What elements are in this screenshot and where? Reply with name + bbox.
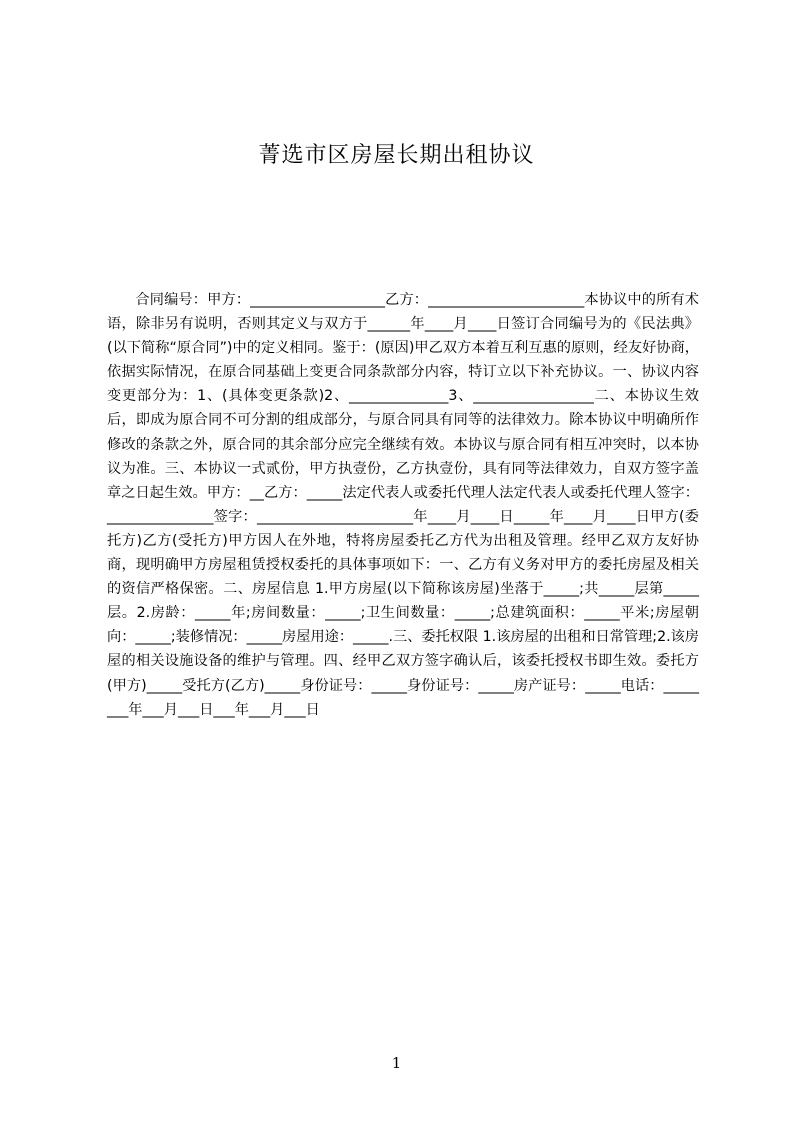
- body-paragraph: 合同编号：甲方：___________________乙方：______________________本协议中的所有术语，除非另有说明，否则其定义与双方于______年____月____日签订合同编号为的《民法典》(以下简称“原合同”)中的定义相同。鉴于：(原因)甲乙双方本着互利互惠的原则，经友好协商，依据实际情况，在原合同基础上变更合同条款部分内容，特订立以下补充协议。一、协议内容变更部分为：1、(具体变更条款)2、______________3、_________________二、本协议生效后，即成为原合同不可分割的组成部分，与原合同具有同等的法律效力。除本协议中明确所作修改的条款之外，原合同的其余部分应完全继续有效。本协议与原合同有相互冲突时，以本协议为准。三、本协议一式贰份，甲方执壹份，乙方执壹份，具有同等法律效力，自双方签字盖章之日起生效。甲方：__乙方：_____法定代表人或委托代理人法定代表人或委托代理人签字：_______________签字：______________________年____月____日_____年____月____日甲方(委托方)乙方(受托方)甲方因人在外地，特将房屋委托乙方代为出租及管理。经甲乙双方友好协商，现明确甲方房屋租赁授权委托的具体事项如下：一、乙方有义务对甲方的委托房屋及相关的资信严格保密。二、房屋信息 1.甲方房屋(以下简称该房屋)坐落于_____;共_____层第_____层。2.房龄：_____年;房间数量：_____;卫生间数量：_____;总建筑面积：_____平米;房屋朝向：_____;装修情况：_____房屋用途：_____.三、委托权限 1.该房屋的出租和日常管理;2.该房屋的相关设施设备的维护与管理。四、经甲乙双方签字确认后，该委托授权书即生效。委托方(甲方)_____受托方(乙方)_____身份证号：_____身份证号：_____房产证号：_____电话：________年___月___日___年___月___日: [107, 292, 699, 718]
- document-title: 菁选市区房屋长期出租协议: [258, 143, 535, 168]
- document-body: [107, 288, 699, 722]
- page-number: 1: [391, 1054, 402, 1072]
